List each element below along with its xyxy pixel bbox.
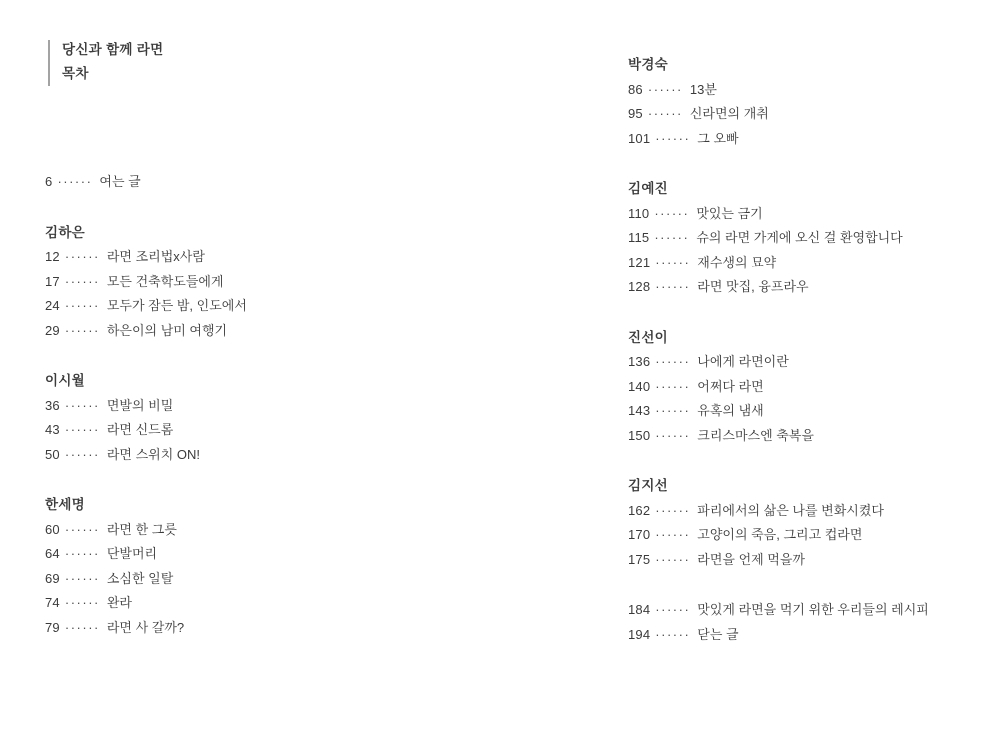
toc-entry: [45, 518, 585, 543]
page-number: 64: [45, 546, 60, 561]
leader-dots: ······: [655, 427, 691, 443]
leader-dots: ······: [654, 205, 690, 221]
entry-title: 완라: [106, 595, 132, 610]
entry-title: 여는 글: [99, 174, 141, 189]
toc-group: [45, 493, 585, 640]
entry-title: 라면 사 갈까?: [106, 619, 185, 635]
toc-entry: [45, 270, 585, 295]
leader-dots: ······: [64, 546, 100, 561]
toc-group: [628, 598, 993, 647]
toc-entry: [45, 443, 585, 468]
page-number: 184: [628, 602, 651, 617]
page-number: 175: [628, 551, 651, 567]
toc-entry: [628, 548, 993, 573]
page-number: 24: [45, 298, 60, 313]
entry-title: 13분: [689, 81, 717, 97]
entry-title: 신라면의 개취: [689, 106, 769, 121]
entry-title: 모두가 잠든 밤, 인도에서: [106, 298, 247, 313]
entry-title: 소심한 일탈: [106, 570, 174, 586]
entry-title: 라면 조리법x사람: [106, 249, 205, 264]
leader-dots: ······: [655, 403, 691, 418]
page-number: 194: [628, 626, 651, 642]
author-name: 진선이: [628, 329, 669, 345]
entry-title: 라면 스위치 ON!: [106, 446, 200, 462]
toc-entry: [628, 499, 993, 524]
toc-group: [45, 221, 585, 344]
page-number: 95: [628, 106, 643, 121]
leader-dots: ······: [655, 602, 691, 617]
page-number: 12: [45, 249, 60, 264]
leader-dots: ······: [64, 595, 100, 610]
leader-dots: ······: [64, 446, 100, 462]
page-number: 36: [45, 397, 60, 413]
entry-title: 유혹의 냄새: [697, 403, 764, 418]
toc-entry: [628, 523, 993, 548]
page-number: 69: [45, 570, 60, 586]
page-number: 136: [628, 354, 651, 369]
toc-entry: [628, 424, 993, 449]
leader-dots: ······: [64, 298, 100, 313]
toc-entry: [628, 375, 993, 400]
toc-entry: [628, 202, 993, 227]
page-number: 110: [628, 205, 650, 221]
leader-dots: ······: [655, 279, 691, 294]
page-number: 74: [45, 595, 60, 610]
toc-entry: [628, 350, 993, 375]
toc-entry: [45, 542, 585, 567]
toc-entry: [628, 127, 993, 152]
toc-column-right: [628, 53, 993, 647]
toc-group: [628, 474, 993, 572]
author-name: 박경숙: [628, 57, 669, 72]
author-name: 이시월: [45, 373, 86, 388]
author-name: 김하은: [45, 224, 86, 240]
entry-title: 면발의 비밀: [106, 397, 174, 413]
leader-dots: ······: [64, 619, 100, 635]
page-number: 162: [628, 502, 651, 518]
page-number: 143: [628, 403, 651, 418]
entry-title: 맛있게 라면을 먹기 위한 우리들의 레시피: [697, 602, 929, 617]
page-number: 121: [628, 254, 651, 270]
entry-title: 슈의 라면 가게에 오신 걸 환영합니다: [696, 230, 903, 245]
page-number: 140: [628, 378, 651, 394]
toc-entry: [45, 591, 585, 616]
author-name: 김예진: [628, 181, 669, 196]
leader-dots: ······: [64, 249, 100, 264]
leader-dots: ······: [655, 378, 691, 394]
toc-entry: [45, 394, 585, 419]
leader-dots: ······: [64, 422, 100, 437]
leader-dots: ······: [64, 273, 100, 289]
entry-title: 어쩌다 라면: [697, 378, 764, 394]
page-number: 17: [45, 273, 60, 289]
author-name: 김지선: [628, 478, 669, 493]
leader-dots: ······: [57, 174, 93, 189]
book-title: 당신과 함께 라면: [62, 42, 164, 57]
entry-title: 라면 한 그릇: [106, 521, 177, 537]
entry-title: 라면을 언제 먹을까: [697, 551, 805, 567]
title-accent-bar: [48, 40, 50, 86]
toc-group: [628, 53, 993, 151]
toc-group: [45, 369, 585, 467]
leader-dots: ······: [647, 81, 683, 97]
leader-dots: ······: [64, 397, 100, 413]
leader-dots: ······: [655, 254, 691, 270]
toc-group: [628, 177, 993, 300]
entry-title: 하은이의 남미 여행기: [106, 322, 228, 338]
page-number: 115: [628, 230, 650, 245]
toc-entry: [628, 623, 993, 648]
toc-entry: [628, 226, 993, 251]
leader-dots: ······: [64, 521, 100, 537]
page-number: 6: [45, 174, 53, 189]
book-title-block: [62, 38, 164, 86]
page-number: 79: [45, 619, 60, 635]
toc-entry: [45, 567, 585, 592]
leader-dots: ······: [64, 570, 100, 586]
toc-entry: [628, 399, 993, 424]
toc-entry: [628, 275, 993, 300]
leader-dots: ······: [655, 551, 691, 567]
toc-entry: [628, 251, 993, 276]
toc-entry: [628, 598, 993, 623]
page-number: 128: [628, 279, 651, 294]
leader-dots: ······: [655, 130, 691, 146]
page-number: 29: [45, 322, 60, 338]
toc-entry: [45, 170, 585, 195]
page-number: 101: [628, 130, 651, 146]
toc-group: [45, 170, 585, 195]
entry-title: 모든 건축학도들에게: [106, 273, 224, 289]
toc-entry: [45, 616, 585, 641]
entry-title: 재수생의 묘약: [697, 254, 777, 270]
entry-title: 나에게 라면이란: [697, 354, 789, 369]
leader-dots: ······: [64, 322, 100, 338]
entry-title: 맛있는 금기: [696, 205, 763, 221]
toc-entry: [45, 245, 585, 270]
toc-entry: [628, 102, 993, 127]
toc-heading: 목차: [62, 66, 89, 81]
entry-title: 고양이의 죽음, 그리고 컵라면: [697, 527, 863, 542]
author-name: 한세명: [45, 497, 86, 512]
leader-dots: ······: [655, 502, 691, 518]
leader-dots: ······: [655, 354, 691, 369]
entry-title: 그 오빠: [697, 130, 739, 146]
toc-entry: [45, 418, 585, 443]
entry-title: 크리스마스엔 축복을: [697, 427, 814, 443]
leader-dots: ······: [655, 527, 691, 542]
page-number: 43: [45, 422, 60, 437]
page-number: 170: [628, 527, 651, 542]
leader-dots: ······: [647, 106, 683, 121]
page-number: 50: [45, 446, 60, 462]
page-number: 150: [628, 427, 651, 443]
toc-entry: [45, 319, 585, 344]
toc-entry: [45, 294, 585, 319]
page-number: 86: [628, 81, 643, 97]
entry-title: 닫는 글: [697, 626, 739, 642]
toc-entry: [628, 78, 993, 103]
entry-title: 파리에서의 삶은 나를 변화시켰다: [697, 502, 884, 518]
entry-title: 단발머리: [106, 546, 158, 561]
toc-column-left: [45, 170, 585, 640]
entry-title: 라면 신드롬: [106, 422, 174, 437]
leader-dots: ······: [654, 230, 690, 245]
entry-title: 라면 맛집, 융프라우: [697, 279, 809, 294]
page-number: 60: [45, 521, 60, 537]
toc-group: [628, 326, 993, 449]
leader-dots: ······: [655, 626, 691, 642]
